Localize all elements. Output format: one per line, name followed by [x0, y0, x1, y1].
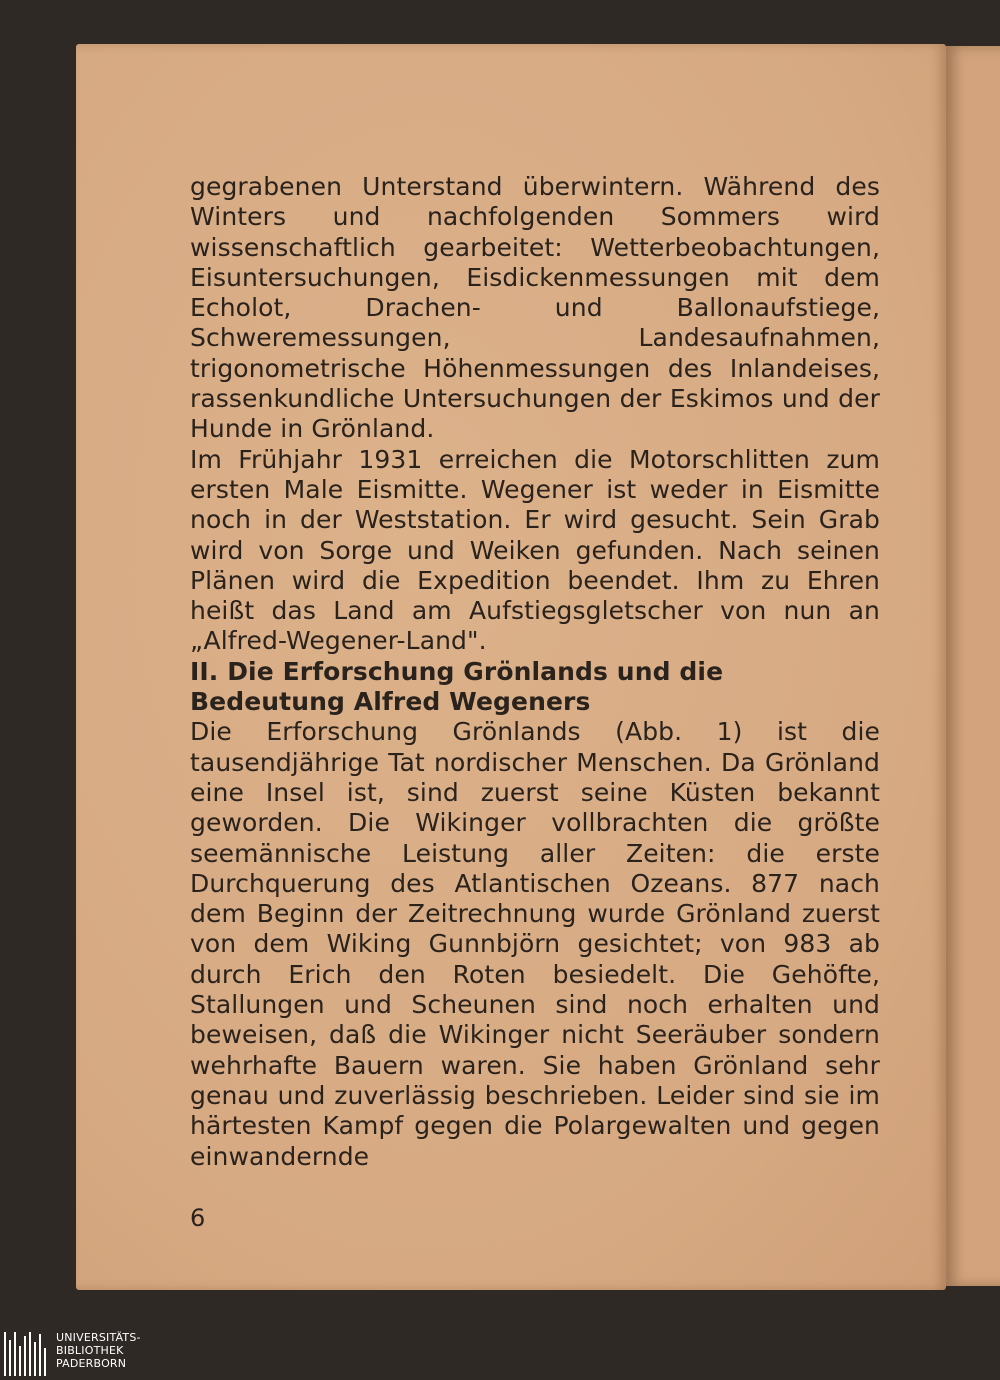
page-text-block: [190, 172, 880, 1172]
library-name-line: PADERBORN: [56, 1357, 127, 1370]
page-number: 6: [190, 1204, 206, 1232]
library-name: [56, 1331, 141, 1370]
paragraph-exploration-history: Die Erforschung Grönlands (Abb. 1) ist die tausendjährige Tat nordischer Menschen. Da Grönland eine Insel ist, sind zuerst seine Küsten bekannt geworden. Die Wikinger vollbrachten die größte seemännische Leistung aller Zeiten: die erste Durchquerung des Atlantischen Ozeans. 877 nach dem Beginn der Zeitrechnung wurde Grönland zuerst von dem Wiking Gunnbjörn gesichtet; von 983 ab durch Erich den Roten besiedelt. Die Gehöfte, Stallungen und Scheunen sind noch erhalten und beweisen, daß die Wikinger nicht Seeräuber sondern wehrhafte Bauern waren. Sie haben Grönland sehr genau und zuverlässig beschrieben. Leider sind sie im härtesten Kampf gegen die Polargewalten und gegen einwandernde: [190, 717, 880, 1171]
adjacent-page-edge: [946, 46, 1000, 1286]
library-name-line: BIBLIOTHEK: [56, 1344, 124, 1357]
paragraph-spring-1931: Im Frühjahr 1931 erreichen die Motorschlitten zum ersten Male Eismitte. Wegener ist weder in Eismitte noch in der Weststation. Er wird gesucht. Sein Grab wird von Sorge und Weiken gefunden. Nach seinen Plänen wird die Expedition beendet. Ihm zu Ehren heißt das Land am Aufstiegsgletscher von nun an „Alfred-Wegener-Land".: [190, 444, 880, 656]
library-name-line: UNIVERSITÄTS-: [56, 1331, 141, 1344]
library-barcode-logo-icon: [4, 1332, 50, 1376]
section-heading: II. Die Erforschung Grönlands und die Bedeutung Alfred Wegeners: [190, 656, 724, 717]
paragraph-wintering: gegrabenen Unterstand überwintern. Während des Winters und nachfolgenden Sommers wird wissenschaftlich gearbeitet: Wetterbeobachtungen, Eisuntersuchungen, Eisdickenmessungen mit dem Echolot, Drachen- und Ballonaufstiege, Schweremessungen, Landesaufnahmen, trigonometrische Höhenmessungen des Inlandeises, rassenkundliche Untersuchungen der Eskimos und der Hunde in Grönland.: [190, 172, 880, 444]
library-footer: [0, 1328, 1000, 1380]
